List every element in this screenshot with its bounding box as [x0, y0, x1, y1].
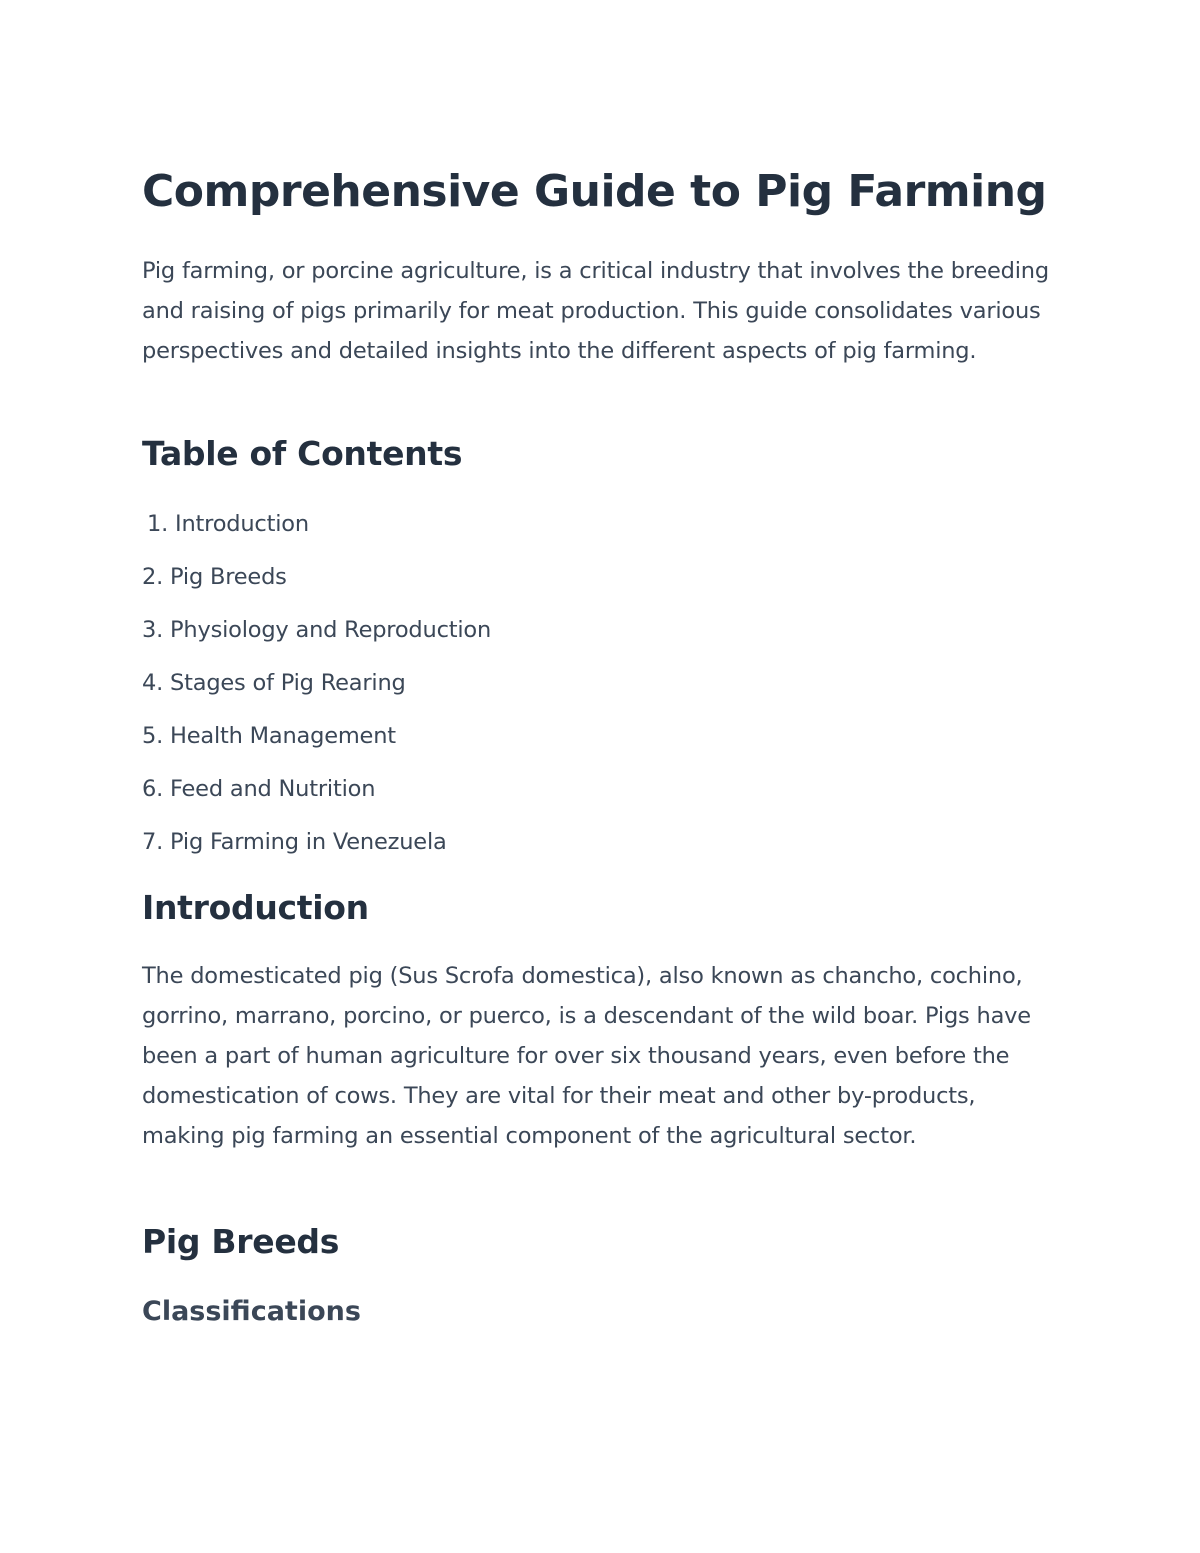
toc-item-venezuela[interactable]	[142, 822, 491, 875]
toc-item-physiology[interactable]	[142, 610, 491, 663]
toc-item-number: 3.	[142, 617, 164, 643]
toc-item-number: 5.	[142, 723, 164, 749]
toc-item-label: Physiology and Reproduction	[170, 617, 492, 643]
toc-item-stages[interactable]	[142, 663, 491, 716]
toc-item-introduction[interactable]	[142, 504, 491, 557]
toc-item-pig-breeds[interactable]	[142, 557, 491, 610]
toc-item-number: 1.	[147, 511, 169, 537]
toc-item-label: Health Management	[170, 723, 396, 749]
toc-item-label: Feed and Nutrition	[170, 776, 376, 802]
introduction-paragraph: The domesticated pig (Sus Scrofa domestica), also known as chancho, cochino, gorrino, marrano, porcino, or puerco, is a descendant of the wild boar. Pigs have been a part of human agriculture for over six thousand years, even before the domestication of cows. They are vital for their meat and other by-products, making pig farming an essential component of the agricultural sector.	[142, 963, 1031, 1149]
toc-item-label: Pig Breeds	[170, 564, 287, 590]
toc-item-number: 6.	[142, 776, 164, 802]
toc-item-number: 4.	[142, 670, 164, 696]
toc-item-label: Stages of Pig Rearing	[170, 670, 406, 696]
introduction-heading: Introduction	[142, 888, 369, 927]
toc-item-label: Introduction	[175, 511, 309, 537]
toc-item-number: 7.	[142, 829, 164, 855]
toc-item-label: Pig Farming in Venezuela	[170, 829, 447, 855]
document-title: Comprehensive Guide to Pig Farming	[142, 166, 1047, 217]
toc-item-number: 2.	[142, 564, 164, 590]
toc-heading: Table of Contents	[142, 434, 463, 473]
table-of-contents	[142, 504, 491, 875]
pig-breeds-heading: Pig Breeds	[142, 1222, 340, 1261]
intro-paragraph: Pig farming, or porcine agriculture, is a critical industry that involves the breeding and raising of pigs primarily for meat production. This guide consolidates various perspectives and detailed insights into the different aspects of pig farming.	[142, 258, 1049, 364]
toc-item-feed[interactable]	[142, 769, 491, 822]
toc-item-health[interactable]	[142, 716, 491, 769]
classifications-subheading: Classifications	[142, 1296, 361, 1327]
